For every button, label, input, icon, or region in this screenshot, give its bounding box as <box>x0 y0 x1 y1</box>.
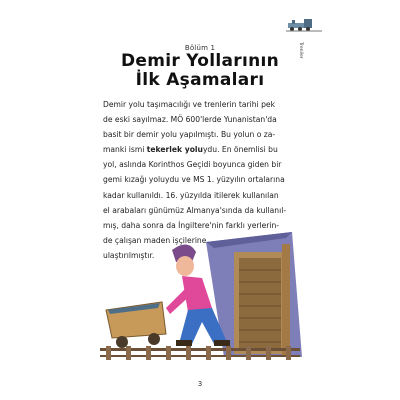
text-line-with-term <box>103 142 308 157</box>
text-line: de çalışan maden işçilerine <box>103 235 207 245</box>
miner-cart-illustration <box>96 222 312 370</box>
side-tab-label: Treniler <box>298 42 303 59</box>
title-line-2: İlk Aşamaları <box>135 70 265 90</box>
text-line: kadar kullanıldı. 16. yüzyılda itilerek kullanılan <box>103 190 279 200</box>
train-icon <box>286 18 322 32</box>
text-segment: manki ismi <box>103 145 147 155</box>
title-line-1: Demir Yollarının <box>120 51 280 71</box>
text-line: basit bir demir yolu yapılmıştı. Bu yolun o za- <box>103 130 276 140</box>
bold-term: tekerlek yolu <box>146 145 203 155</box>
text-line: yol, aslında Korinthos Geçidi boyunca giden bir <box>103 160 282 170</box>
page-title <box>0 52 400 90</box>
text-line: gemi kızağı yoluydu ve MS 1. yüzyılın ortalarına <box>103 175 285 185</box>
text-segment: ydu. En önemlisi bu <box>202 145 278 155</box>
text-line: el arabaları günümüz Almanya'sında da kullanıl- <box>103 205 287 215</box>
page-number: 3 <box>197 380 203 388</box>
chapter-label: Bölüm 1 <box>184 44 216 52</box>
rail-track <box>100 346 300 360</box>
mine-cart <box>106 302 166 348</box>
text-line: de eski sayılmaz. MÖ 600'lerde Yunanistan'da <box>103 115 277 125</box>
text-line: ulaştırılmıştır. <box>103 250 155 260</box>
text-line: Demir yolu taşımacılığı ve trenlerin tarihi pek <box>103 100 275 109</box>
text-line: mış, daha sonra da İngiltere'nin farklı yerlerin- <box>103 220 280 230</box>
